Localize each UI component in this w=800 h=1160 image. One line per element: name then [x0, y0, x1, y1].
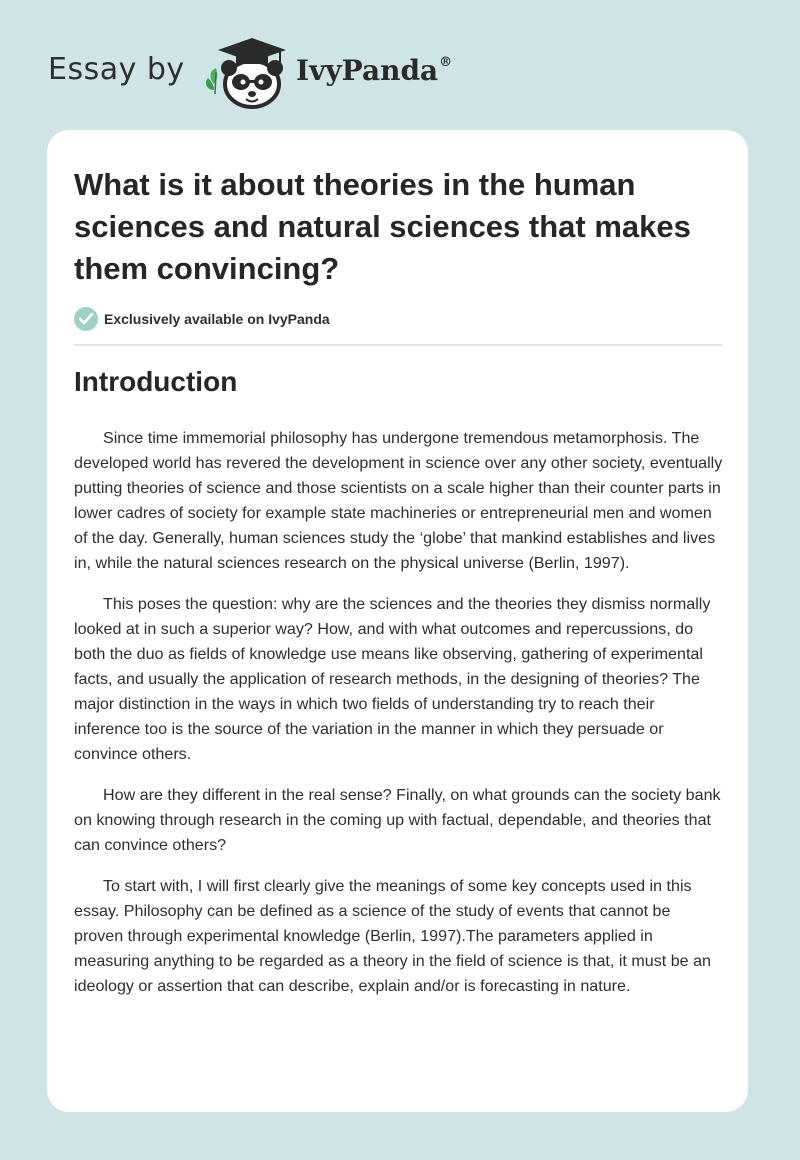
registered-mark: ®: [439, 55, 453, 70]
brand-label: IvyPanda: [296, 54, 439, 87]
exclusive-label: Exclusively available on IvyPanda: [104, 311, 330, 327]
essay-card: [47, 130, 748, 1112]
paragraph: How are they different in the real sense? Finally, on what grounds can the society bank on knowing through research in the coming up with factual, dependable, and theories that can convince others?: [74, 786, 721, 854]
essay-body: [74, 426, 724, 1015]
paragraph: Since time immemorial philosophy has undergone tremendous metamorphosis. The developed world has revered the development in science over any other society, eventually putting theories of science and those scientists on a scale higher than their counter parts in lower cadres of society for example state machineries or entrepreneurial men and women of the day. Generally, human sciences study the ‘globe’ that mankind establishes and lives in, while the natural sciences research on the physical universe (Berlin, 1997).: [74, 429, 723, 572]
panda-graduate-icon[interactable]: [202, 34, 294, 110]
section-heading: Introduction: [74, 366, 238, 397]
essay-by-label: Essay by: [48, 52, 185, 87]
brand-name[interactable]: [296, 54, 452, 87]
paragraph: To start with, I will first clearly give the meanings of some key concepts used in this essay. Philosophy can be defined as a science of the study of events that cannot be proven through experimental knowledge (Berlin, 1997).The parameters applied in measuring anything to be regarded as a theory in the field of science is that, it must be an ideology or assertion that can describe, explain and/or is forecasting in nature.: [74, 877, 711, 995]
site-header: [48, 34, 508, 110]
paragraph: This poses the question: why are the sciences and the theories they dismiss normally looked at in such a superior way? How, and with what outcomes and repercussions, do both the duo as fields of knowledge use means like observing, gathering of experimental facts, and usually the application of research methods, in the designing of theories? The major distinction in the ways in which two fields of understanding try to reach their inference too is the source of the variation in the manner in which they persuade or convince others.: [74, 595, 711, 763]
essay-title: What is it about theories in the human sciences and natural sciences that makes them convincing?: [74, 167, 691, 286]
check-circle-icon: [74, 307, 98, 331]
exclusive-badge: [74, 306, 330, 332]
divider: [74, 344, 723, 346]
